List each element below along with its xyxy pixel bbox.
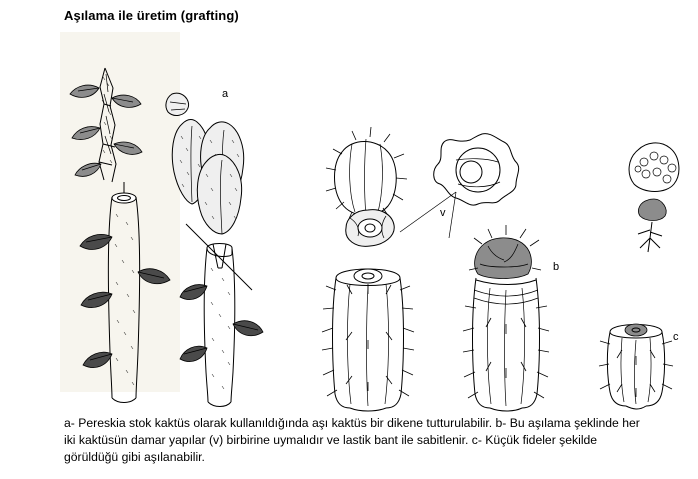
seedling-graft-c bbox=[599, 324, 673, 409]
figure-caption: a- Pereskia stok kaktüs olarak kullanıldığında aşı kaktüs bir dikene tutturulabilir. b- Bu aşılama şeklinde her iki kaktüsün damar yapılar (v) birbirine uymalıdır ve lastik bant ile sabitlenir. c- Küçük fideler şekilde görüldüğü gibi aşılanabilir. bbox=[64, 416, 640, 464]
seedling-graft-top-right bbox=[629, 143, 679, 252]
grafting-illustration bbox=[0, 32, 698, 412]
figure-label-v: v bbox=[440, 207, 446, 219]
vascular-ring-detail bbox=[400, 134, 519, 238]
grafted-columnar-b bbox=[463, 225, 549, 411]
page-title: Aşılama ile üretim (grafting) bbox=[64, 8, 239, 23]
columnar-stock-left bbox=[322, 269, 414, 411]
figure-label-b: b bbox=[553, 261, 560, 273]
illustration-svg bbox=[0, 32, 698, 412]
figure-label-a: a bbox=[222, 88, 229, 100]
figure-label-c: c bbox=[673, 331, 679, 343]
globular-scion-top bbox=[326, 127, 407, 246]
